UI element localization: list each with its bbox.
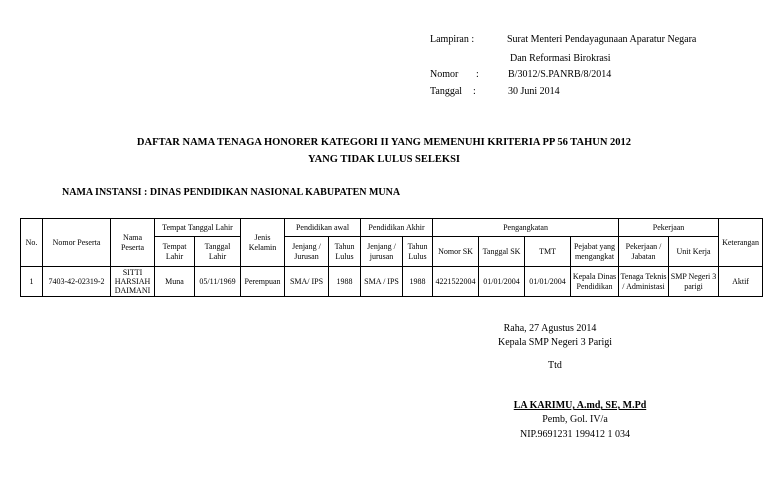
header-no: No. xyxy=(21,219,43,267)
lampiran-value-2: Dan Reformasi Birokrasi xyxy=(510,53,611,64)
nomor-colon: : xyxy=(476,69,479,80)
signature-rank: Pemb, Gol. IV/a xyxy=(542,414,608,425)
header-nama-peserta: Nama Peserta xyxy=(111,219,155,267)
cell-tempat-lahir: Muna xyxy=(155,267,195,297)
header-pekerjaan: Pekerjaan xyxy=(619,219,719,237)
tanggal-value: 30 Juni 2014 xyxy=(508,86,560,97)
signature-name: LA KARIMU, A.md, SE, M.Pd xyxy=(513,400,647,411)
table-row xyxy=(21,267,763,297)
cell-nama: SITTI HARSIAH DAIMANI xyxy=(111,267,155,297)
header-keterangan: Keterangan xyxy=(719,219,763,267)
signature-place-date: Raha, 27 Agustus 2014 xyxy=(503,323,597,334)
cell-tanggal-sk: 01/01/2004 xyxy=(479,267,525,297)
header-jenis-kelamin: Jenis Kelamin xyxy=(241,219,285,267)
header-pa-jenjang: Jenjang / Jurusan xyxy=(285,237,329,267)
signature-position: Kepala SMP Negeri 3 Parigi xyxy=(497,337,613,348)
instansi-name: NAMA INSTANSI : DINAS PENDIDIKAN NASIONAL KABUPATEN MUNA xyxy=(62,187,401,198)
cell-pa-tahun: 1988 xyxy=(329,267,361,297)
participant-table xyxy=(20,218,763,297)
document-title-line-1: DAFTAR NAMA TENAGA HONORER KATEGORI II YANG MEMENUHI KRITERIA PP 56 TAHUN 2012 xyxy=(136,137,632,148)
header-ttl: Tempat Tanggal Lahir xyxy=(155,219,241,237)
header-pendidikan-akhir: Pendidikan Akhir xyxy=(361,219,433,237)
header-pejabat: Pejabat yang mengangkat xyxy=(571,237,619,267)
signature-nip: NIP.9691231 199412 1 034 xyxy=(519,429,630,440)
nomor-value: B/3012/S.PANRB/8/2014 xyxy=(508,69,612,80)
cell-pk-jenjang: SMA / IPS xyxy=(361,267,403,297)
header-unit-kerja: Unit Kerja xyxy=(669,237,719,267)
lampiran-value-1: Surat Menteri Pendayagunaan Aparatur Negara xyxy=(507,34,697,45)
header-pendidikan-awal: Pendidikan awal xyxy=(285,219,361,237)
header-tmt: TMT xyxy=(525,237,571,267)
header-tanggal-sk: Tanggal SK xyxy=(479,237,525,267)
nomor-label: Nomor xyxy=(430,69,459,80)
header-pa-tahun: Tahun Lulus xyxy=(329,237,361,267)
cell-jenis-kelamin: Perempuan xyxy=(241,267,285,297)
cell-keterangan: Aktif xyxy=(719,267,763,297)
header-tempat-lahir: Tempat Lahir xyxy=(155,237,195,267)
header-pengangkatan: Pengangkatan xyxy=(433,219,619,237)
header-pk-tahun: Tahun Lulus xyxy=(403,237,433,267)
cell-pejabat: Kepala Dinas Pendidikan xyxy=(571,267,619,297)
cell-jabatan: Tenaga Teknis / Administasi xyxy=(619,267,669,297)
header-nomor-sk: Nomor SK xyxy=(433,237,479,267)
header-tanggal-lahir: Tanggal Lahir xyxy=(195,237,241,267)
tanggal-label: Tanggal xyxy=(430,86,463,97)
cell-nomor-peserta: 7403-42-02319-2 xyxy=(43,267,111,297)
tanggal-colon: : xyxy=(473,86,476,97)
lampiran-label: Lampiran : xyxy=(430,34,475,45)
cell-pk-tahun: 1988 xyxy=(403,267,433,297)
header-pekerjaan-jabatan: Pekerjaan / Jabatan xyxy=(619,237,669,267)
signature-ttd: Ttd xyxy=(548,360,562,371)
cell-unit-kerja: SMP Negeri 3 parigi xyxy=(669,267,719,297)
cell-tmt: 01/01/2004 xyxy=(525,267,571,297)
cell-nomor-sk: 4221522004 xyxy=(433,267,479,297)
cell-pa-jenjang: SMA/ IPS xyxy=(285,267,329,297)
header-nomor-peserta: Nomor Peserta xyxy=(43,219,111,267)
header-pk-jenjang: Jenjang / jurusan xyxy=(361,237,403,267)
document-title-line-2: YANG TIDAK LULUS SELEKSI xyxy=(307,154,460,165)
cell-no: 1 xyxy=(21,267,43,297)
cell-tanggal-lahir: 05/11/1969 xyxy=(195,267,241,297)
